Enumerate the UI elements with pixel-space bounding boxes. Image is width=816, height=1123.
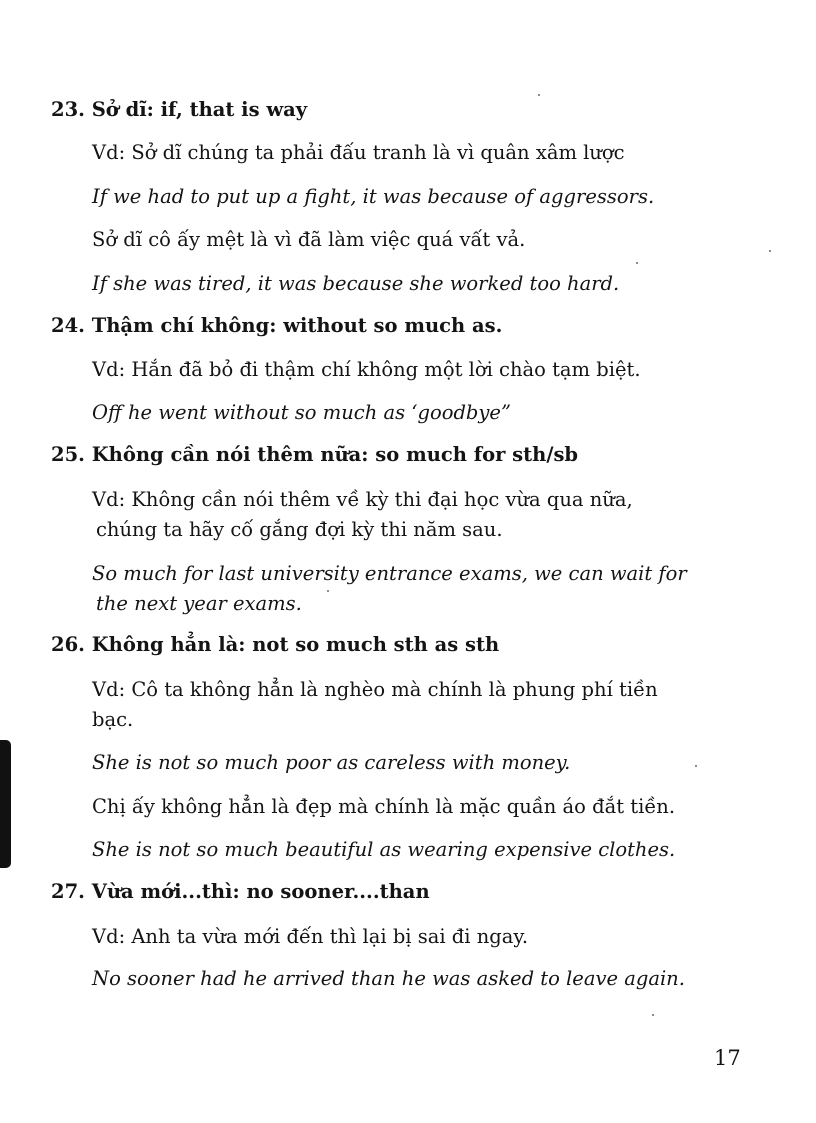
scan-speck — [327, 590, 329, 592]
scan-speck — [695, 765, 697, 767]
section-25-example-en-1: So much for last university entrance exams, we can wait for — [92, 562, 687, 585]
section-27-example-en-1: No sooner had he arrived than he was asked to leave again. — [92, 967, 685, 990]
section-26-example-vi-2: Chị ấy không hẳn là đẹp mà chính là mặc quần áo đắt tiền. — [92, 795, 676, 818]
section-23-example-vi-1: Vd: Sở dĩ chúng ta phải đấu tranh là vì quân xâm lược — [92, 141, 625, 164]
section-23-heading: 23. Sở dĩ: if, that is way — [51, 98, 308, 121]
section-23-example-vi-2: Sở dĩ cô ấy mệt là vì đã làm việc quá vất vả. — [92, 228, 526, 251]
section-23-example-en-2: If she was tired, it was because she worked too hard. — [92, 272, 620, 295]
section-24-example-en-1: Off he went without so much as ‘goodbye” — [92, 401, 511, 424]
section-26-example-en-1: She is not so much poor as careless with money. — [92, 751, 571, 774]
scan-speck — [636, 262, 638, 264]
section-26-example-vi-1: Vd: Cô ta không hẳn là nghèo mà chính là phung phí tiền — [92, 678, 658, 701]
section-27-example-vi-1: Vd: Anh ta vừa mới đến thì lại bị sai đi ngay. — [92, 925, 529, 948]
section-26-heading: 26. Không hẳn là: not so much sth as sth — [51, 633, 500, 656]
section-24-example-vi-1: Vd: Hắn đã bỏ đi thậm chí không một lời chào tạm biệt. — [92, 358, 641, 381]
section-26-example-vi-1-cont: bạc. — [92, 708, 134, 731]
section-25-example-en-1-cont: the next year exams. — [96, 592, 302, 615]
scan-margin-mark — [0, 740, 11, 868]
scan-speck — [769, 250, 771, 252]
section-27-heading: 27. Vừa mới...thì: no sooner....than — [51, 880, 430, 903]
section-24-heading: 24. Thậm chí không: without so much as. — [51, 314, 503, 337]
section-25-heading: 25. Không cần nói thêm nữa: so much for sth/sb — [51, 443, 579, 466]
section-23-example-en-1: If we had to put up a fight, it was because of aggressors. — [92, 185, 655, 208]
section-26-example-en-2: She is not so much beautiful as wearing expensive clothes. — [92, 838, 676, 861]
section-25-example-vi-1: Vd: Không cần nói thêm về kỳ thi đại học vừa qua nữa, — [92, 488, 633, 511]
scan-speck — [538, 94, 540, 96]
scan-speck — [652, 1014, 654, 1016]
page-number: 17 — [714, 1046, 741, 1070]
section-25-example-vi-1-cont: chúng ta hãy cố gắng đợi kỳ thi năm sau. — [96, 518, 503, 541]
